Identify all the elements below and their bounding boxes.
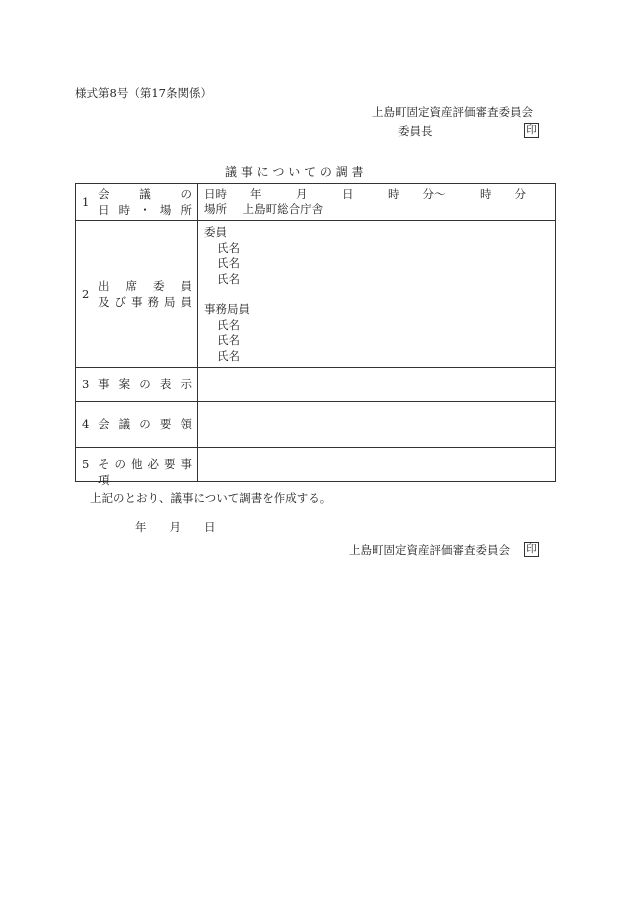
row-label: 会 議 の 要 領 <box>98 417 192 431</box>
footer-seal <box>524 541 539 557</box>
row-number: 2 <box>82 287 90 301</box>
chair-seal <box>524 122 539 138</box>
label-line: 及 び 事 務 局 員 <box>98 294 192 309</box>
label-cell <box>76 368 198 402</box>
row-label <box>98 279 192 310</box>
value-cell <box>198 184 556 221</box>
label-line: 出 席 委 員 <box>98 279 192 293</box>
label-cell <box>76 448 198 487</box>
document-title: 議 事 に つ い て の 調 書 <box>225 165 364 179</box>
place-line <box>204 202 555 218</box>
label-line: 日 時 ・ 場 所 <box>98 202 192 217</box>
seal-mark: 印 <box>524 542 539 557</box>
label-cell <box>76 184 198 221</box>
record-table <box>75 183 556 487</box>
value-cell <box>198 368 556 402</box>
row-number: 5 <box>82 457 90 471</box>
member-name: 氏名 <box>217 240 240 255</box>
chair-label: 委員長 <box>398 124 433 138</box>
row-other-matters <box>76 448 556 482</box>
committee-name: 上島町固定資産評価審査委員会 <box>372 105 533 119</box>
staff-name: 氏名 <box>217 317 240 332</box>
statement: 上記のとおり、議事について調書を作成する。 <box>90 491 332 505</box>
place-value: 上島町総合庁舎 <box>242 202 324 216</box>
member-name: 氏名 <box>217 256 240 270</box>
row-meeting-datetime <box>76 184 556 221</box>
value-cell <box>198 402 556 448</box>
row-label: 事 案 の 表 示 <box>98 377 192 391</box>
footer-committee: 上島町固定資産評価審査委員会 <box>349 543 510 557</box>
row-attendees <box>76 221 556 368</box>
label-cell <box>76 402 198 448</box>
seal-mark: 印 <box>524 123 539 138</box>
row-number: 3 <box>82 377 90 391</box>
label-cell <box>76 221 198 368</box>
staff-heading: 事務局員 <box>204 302 250 316</box>
place-label: 場所 <box>204 202 227 216</box>
label-line: 会 議 の <box>98 187 192 201</box>
date-line: 年 月 日 <box>135 520 216 534</box>
member-name: 氏名 <box>217 271 240 286</box>
row-label: そ の 他 必 要 事 項 <box>98 457 192 487</box>
row-case-display <box>76 368 556 402</box>
staff-name: 氏名 <box>217 348 240 363</box>
datetime-line: 日時 年 月 日 時 分～ 時 分 <box>204 186 526 201</box>
row-meeting-summary <box>76 402 556 448</box>
staff-name: 氏名 <box>217 333 240 347</box>
form-number: 様式第8号（第17条関係） <box>75 86 212 100</box>
members-heading: 委員 <box>204 225 227 239</box>
row-number: 4 <box>82 417 90 431</box>
row-number: 1 <box>82 195 90 209</box>
value-cell <box>198 448 556 482</box>
row-label <box>98 187 192 218</box>
value-cell <box>198 221 556 368</box>
